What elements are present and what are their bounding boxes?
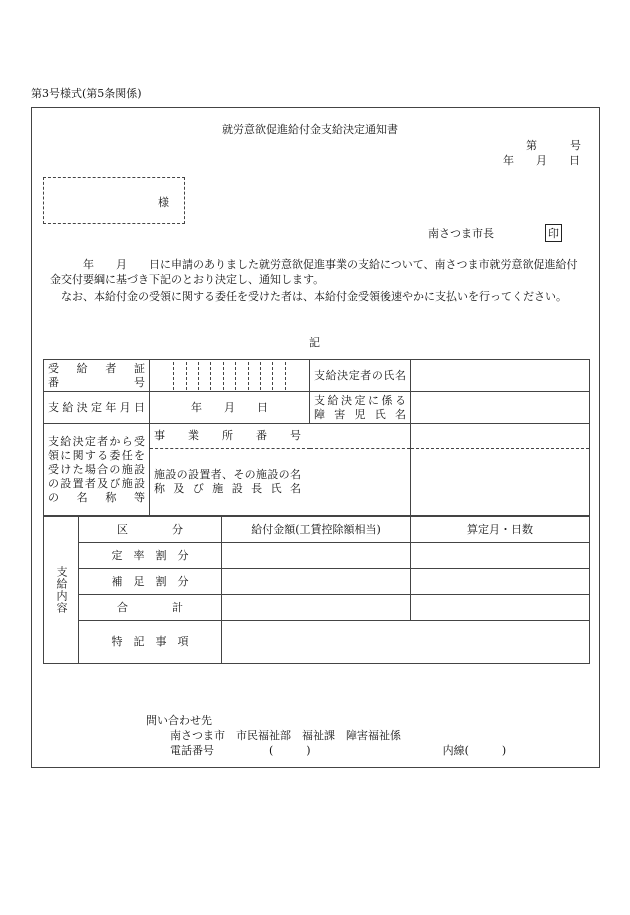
delegation-line1: 支給決定者から受 xyxy=(48,434,145,448)
recipient-name-label xyxy=(310,360,411,392)
issuer-name: 南さつま市長 xyxy=(428,227,494,240)
cert-number-label-line1: 受 給 者 証 xyxy=(48,361,145,375)
office-number-value[interactable] xyxy=(411,424,590,449)
table-row xyxy=(44,424,590,449)
cert-number-label xyxy=(44,360,150,392)
office-number-label xyxy=(150,424,411,449)
delegation-line5: の 名 称 等 xyxy=(48,490,145,504)
facility-owner-line1: 施設の設置者、その施設の名 xyxy=(154,468,301,481)
row-total: 合 計 xyxy=(79,595,222,621)
payment-side-text: 支給内容 xyxy=(55,566,68,614)
cert-number-cells[interactable] xyxy=(150,360,310,392)
table-row xyxy=(44,595,590,621)
delegation-line2: 領に関する委任を xyxy=(48,448,145,462)
ki-heading: 記 xyxy=(309,336,320,349)
delegation-line3: 受けた場合の施設 xyxy=(48,462,145,476)
document-date: 年 月 日 xyxy=(503,154,580,167)
row-supplementary: 補 足 割 分 xyxy=(79,569,222,595)
fixed-rate-amount[interactable] xyxy=(222,543,411,569)
child-name-line1: 支給決定に係る xyxy=(314,393,406,407)
contact-department: 南さつま市 市民福祉部 福祉課 障害福祉係 xyxy=(170,729,401,742)
table-row xyxy=(44,392,590,424)
table-row xyxy=(44,360,590,392)
header-category: 区 分 xyxy=(79,517,222,543)
supplementary-months[interactable] xyxy=(411,569,590,595)
child-name-value[interactable] xyxy=(411,392,590,424)
body-paragraph-2: なお、本給付金の受領に関する委任を受けた者は、本給付金受領後速やかに支払いを行ってください。 xyxy=(50,290,567,303)
table-row xyxy=(44,543,590,569)
decision-date-label xyxy=(44,392,150,424)
decision-date-value[interactable]: 年 月 日 xyxy=(150,392,310,424)
seal-mark: 印 xyxy=(545,224,562,242)
office-number-text: 事 業 所 番 号 xyxy=(154,429,301,442)
delegation-line4: の設置者及び施設 xyxy=(48,476,145,490)
payment-table xyxy=(43,516,590,664)
document-title: 就労意欲促進給付金支給決定通知書 xyxy=(222,123,398,136)
row-remarks: 特 記 事 項 xyxy=(79,621,222,664)
table-row xyxy=(44,517,590,543)
facility-owner-value[interactable] xyxy=(411,449,590,516)
supplementary-amount[interactable] xyxy=(222,569,411,595)
digit-cells xyxy=(162,362,297,390)
addressee-suffix: 様 xyxy=(158,196,169,209)
table-row xyxy=(44,569,590,595)
delegation-label xyxy=(44,424,150,516)
facility-owner-label xyxy=(150,449,411,516)
total-months[interactable] xyxy=(411,595,590,621)
facility-owner-line2: 称及び施設長氏名 xyxy=(154,482,301,495)
child-name-label xyxy=(310,392,411,424)
header-amount: 給付金額(工賃控除額相当) xyxy=(222,517,411,543)
recipient-name-value[interactable] xyxy=(411,360,590,392)
recipient-name-text: 支給決定者の氏名 xyxy=(314,368,406,382)
contact-heading: 問い合わせ先 xyxy=(146,714,212,727)
body-paragraph-1: 年 月 日に申請のありました就労意欲促進事業の支給について、南さつま市就労意欲促進給付金交付要綱に基づき下記のとおり決定し、通知します。 xyxy=(50,258,578,286)
addressee-box xyxy=(43,177,185,224)
total-amount[interactable] xyxy=(222,595,411,621)
form-number: 第3号様式(第5条関係) xyxy=(31,87,142,100)
child-name-line2: 障害児氏名 xyxy=(314,407,406,421)
header-months-days: 算定月・日数 xyxy=(411,517,590,543)
decision-date-text: 支給決定年月日 xyxy=(48,400,145,414)
row-fixed-rate: 定 率 割 分 xyxy=(79,543,222,569)
cert-number-label-line2: 番 号 xyxy=(48,375,145,389)
contact-phone: 電話番号 ( ) 内線( ) xyxy=(170,744,507,757)
payment-side-label xyxy=(44,517,79,664)
fixed-rate-months[interactable] xyxy=(411,543,590,569)
table-row xyxy=(44,621,590,664)
recipient-table xyxy=(43,359,590,516)
document-number: 第 号 xyxy=(526,139,581,152)
remarks-value[interactable] xyxy=(222,621,590,664)
